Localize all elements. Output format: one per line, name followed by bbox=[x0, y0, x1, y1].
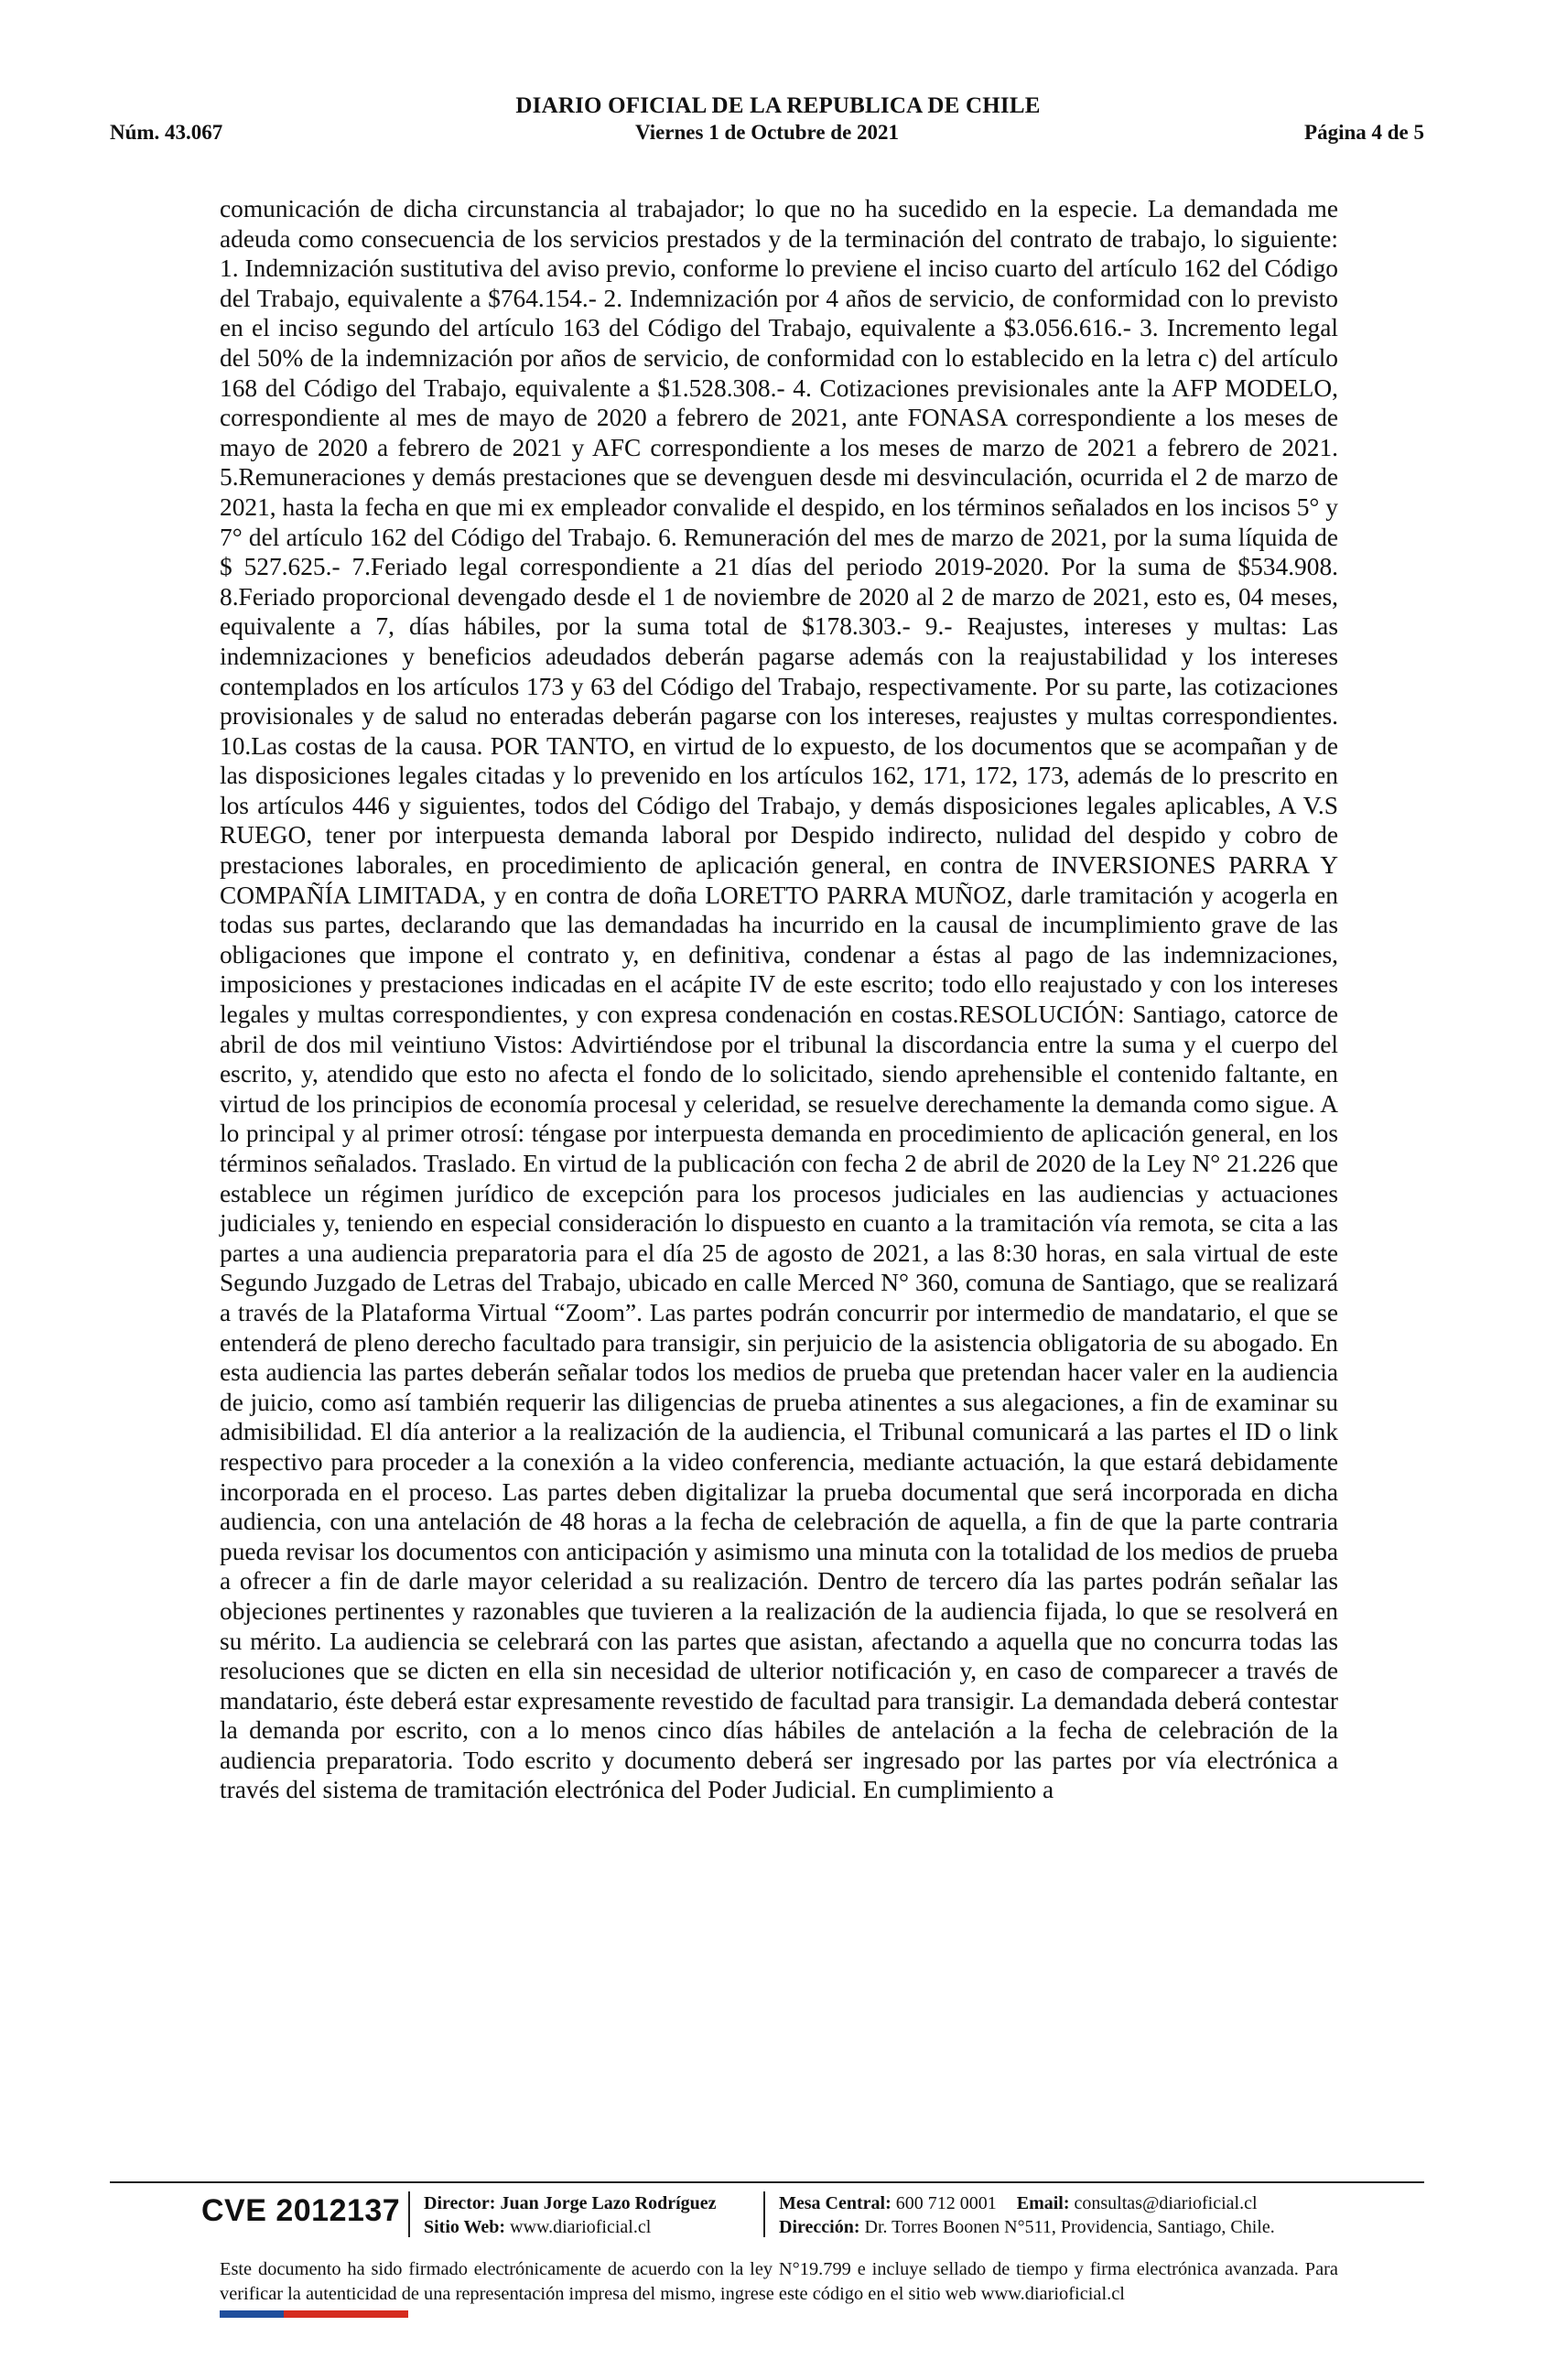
flag-red-band bbox=[284, 2310, 408, 2318]
footer-contact-block bbox=[779, 2191, 1275, 2239]
newspaper-title: DIARIO OFICIAL DE LA REPUBLICA DE CHILE bbox=[515, 93, 1041, 118]
email-link[interactable]: consultas@diarioficial.cl bbox=[1074, 2193, 1258, 2213]
footer-director-block bbox=[424, 2191, 717, 2239]
cve-code: CVE 2012137 bbox=[201, 2193, 401, 2228]
footer-separator bbox=[408, 2191, 410, 2237]
director-name: Juan Jorge Lazo Rodríguez bbox=[500, 2193, 717, 2213]
website-link[interactable]: www.diarioficial.cl bbox=[510, 2217, 652, 2237]
email-label: Email: bbox=[1016, 2193, 1070, 2213]
chile-flag-stripe bbox=[220, 2310, 408, 2318]
phone-label: Mesa Central: bbox=[779, 2193, 891, 2213]
footer-divider bbox=[110, 2181, 1424, 2183]
website-label: Sitio Web: bbox=[424, 2217, 506, 2237]
director-label: Director: bbox=[424, 2193, 496, 2213]
flag-blue-band bbox=[220, 2310, 284, 2318]
address-value: Dr. Torres Boonen N°511, Providencia, Santiago, Chile. bbox=[864, 2217, 1275, 2237]
document-body: comunicación de dicha circunstancia al trabajador; lo que no ha sucedido en la especie. La demandada me adeuda como consecuencia de los servicios prestados y de la terminación del contrato de trabajo, lo siguiente: 1. Indemnización sustitutiva del aviso previo, conforme lo previene el inciso cuarto del artículo 162 del Código del Trabajo, equivalente a $764.154.- 2. Indemnización por 4 años de servicio, de conformidad con lo previsto en el inciso segundo del artículo 163 del Código del Trabajo, equivalente a $3.056.616.- 3. Incremento legal del 50% de la indemnización por años de servicio, de conformidad con lo establecido en la letra c) del artículo 168 del Código del Trabajo, equivalente a $1.528.308.- 4. Cotizaciones previsionales ante la AFP MODELO, correspondiente al mes de mayo de 2020 a febrero de 2021, ante FONASA correspondiente a los meses de mayo de 2020 a febrero de 2021 y AFC correspondiente a los meses de marzo de 2021 a febrero de 2021. 5.Remuneraciones y demás prestaciones que se devenguen desde mi desvinculación, ocurrida el 2 de marzo de 2021, hasta la fecha en que mi ex empleador convalide el despido, en los términos señalados en los incisos 5° y 7° del artículo 162 del Código del Trabajo. 6. Remuneración del mes de marzo de 2021, por la suma líquida de $ 527.625.- 7.Feriado legal correspondiente a 21 días del periodo 2019-2020. Por la suma de $534.908. 8.Feriado proporcional devengado desde el 1 de noviembre de 2020 al 2 de marzo de 2021, esto es, 04 meses, equivalente a 7, días hábiles, por la suma total de $178.303.- 9.- Reajustes, intereses y multas: Las indemnizaciones y beneficios adeudados deberán pagarse además con la reajustabilidad y los intereses contemplados en los artículos 173 y 63 del Código del Trabajo, respectivamente. Por su parte, las cotizaciones provisionales y de salud no enteradas deberán pagarse con los intereses, reajustes y multas correspondientes. 10.Las costas de la causa. POR TANTO, en virtud de lo expuesto, de los documentos que se acompañan y de las disposiciones legales citadas y lo prevenido en los artículos 162, 171, 172, 173, además de lo prescrito en los artículos 446 y siguientes, todos del Código del Trabajo, y demás disposiciones legales aplicables, A V.S RUEGO, tener por interpuesta demanda laboral por Despido indirecto, nulidad del despido y cobro de prestaciones laborales, en procedimiento de aplicación general, en contra de INVERSIONES PARRA Y COMPAÑÍA LIMITADA, y en contra de doña LORETTO PARRA MUÑOZ, darle tramitación y acogerla en todas sus partes, declarando que las demandadas ha incurrido en la causal de incumplimiento grave de las obligaciones que impone el contrato y, en definitiva, condenar a éstas al pago de las indemnizaciones, imposiciones y prestaciones indicadas en el acápite IV de este escrito; todo ello reajustado y con los intereses legales y multas correspondientes, y con expresa condenación en costas.RESOLUCIÓN: Santiago, catorce de abril de dos mil veintiuno Vistos: Advirtiéndose por el tribunal la discordancia entre la suma y el cuerpo del escrito, y, atendido que esto no afecta el fondo de lo solicitado, siendo aprehensible el contenido faltante, en virtud de los principios de economía procesal y celeridad, se resuelve derechamente la demanda como sigue. A lo principal y al primer otrosí: téngase por interpuesta demanda en procedimiento de aplicación general, en los términos señalados. Traslado. En virtud de la publicación con fecha 2 de abril de 2020 de la Ley N° 21.226 que establece un régimen jurídico de excepción para los procesos judiciales en las audiencias y actuaciones judiciales y, teniendo en especial consideración lo dispuesto en cuanto a la tramitación vía remota, se cita a las partes a una audiencia preparatoria para el día 25 de agosto de 2021, a las 8:30 horas, en sala virtual de este Segundo Juzgado de Letras del Trabajo, ubicado en calle Merced N° 360, comuna de Santiago, que se realizará a través de la Plataforma Virtual “Zoom”. Las partes podrán concurrir por intermedio de mandatario, el que se entenderá de pleno derecho facultado para transigir, sin perjuicio de la asistencia obligatoria de su abogado. En esta audiencia las partes deberán señalar todos los medios de prueba que pretendan hacer valer en la audiencia de juicio, como así también requerir las diligencias de prueba atinentes a sus alegaciones, a fin de examinar su admisibilidad. El día anterior a la realización de la audiencia, el Tribunal comunicará a las partes el ID o link respectivo para proceder a la conexión a la video conferencia, mediante actuación, la que estará debidamente incorporada en el proceso. Las partes deben digitalizar la prueba documental que será incorporada en dicha audiencia, con una antelación de 48 horas a la fecha de celebración de aquella, a fin de que la parte contraria pueda revisar los documentos con anticipación y asimismo una minuta con la totalidad de los medios de prueba a ofrecer a fin de darle mayor celeridad a su realización. Dentro de tercero día las partes podrán señalar las objeciones pertinentes y razonables que tuvieren a la realización de la audiencia fijada, lo que se resolverá en su mérito. La audiencia se celebrará con las partes que asistan, afectando a aquella que no concurra todas las resoluciones que se dicten en ella sin necesidad de ulterior notificación y, en caso de comparecer a través de mandatario, éste deberá estar expresamente revestido de facultad para transigir. La demandada deberá contestar la demanda por escrito, con a lo menos cinco días hábiles de antelación a la fecha de celebración de la audiencia preparatoria. Todo escrito y documento deberá ser ingresado por las partes por vía electrónica a través del sistema de tramitación electrónica del Poder Judicial. En cumplimiento a bbox=[220, 195, 1338, 1804]
footer-separator bbox=[763, 2191, 765, 2237]
address-label: Dirección: bbox=[779, 2217, 860, 2237]
issue-number: Núm. 43.067 bbox=[110, 121, 223, 144]
header-row bbox=[110, 121, 1424, 150]
phone-number: 600 712 0001 bbox=[895, 2193, 997, 2213]
page-indicator: Página 4 de 5 bbox=[1304, 121, 1424, 144]
signature-notice: Este documento ha sido firmado electrónicamente de acuerdo con la ley N°19.799 e incluye sellado de tiempo y firma electrónica avanzada. Para verificar la autenticidad de una representación impresa del mismo, ingrese este código en el sitio web www.diarioficial.cl bbox=[220, 2259, 1338, 2304]
issue-date: Viernes 1 de Octubre de 2021 bbox=[634, 121, 900, 144]
